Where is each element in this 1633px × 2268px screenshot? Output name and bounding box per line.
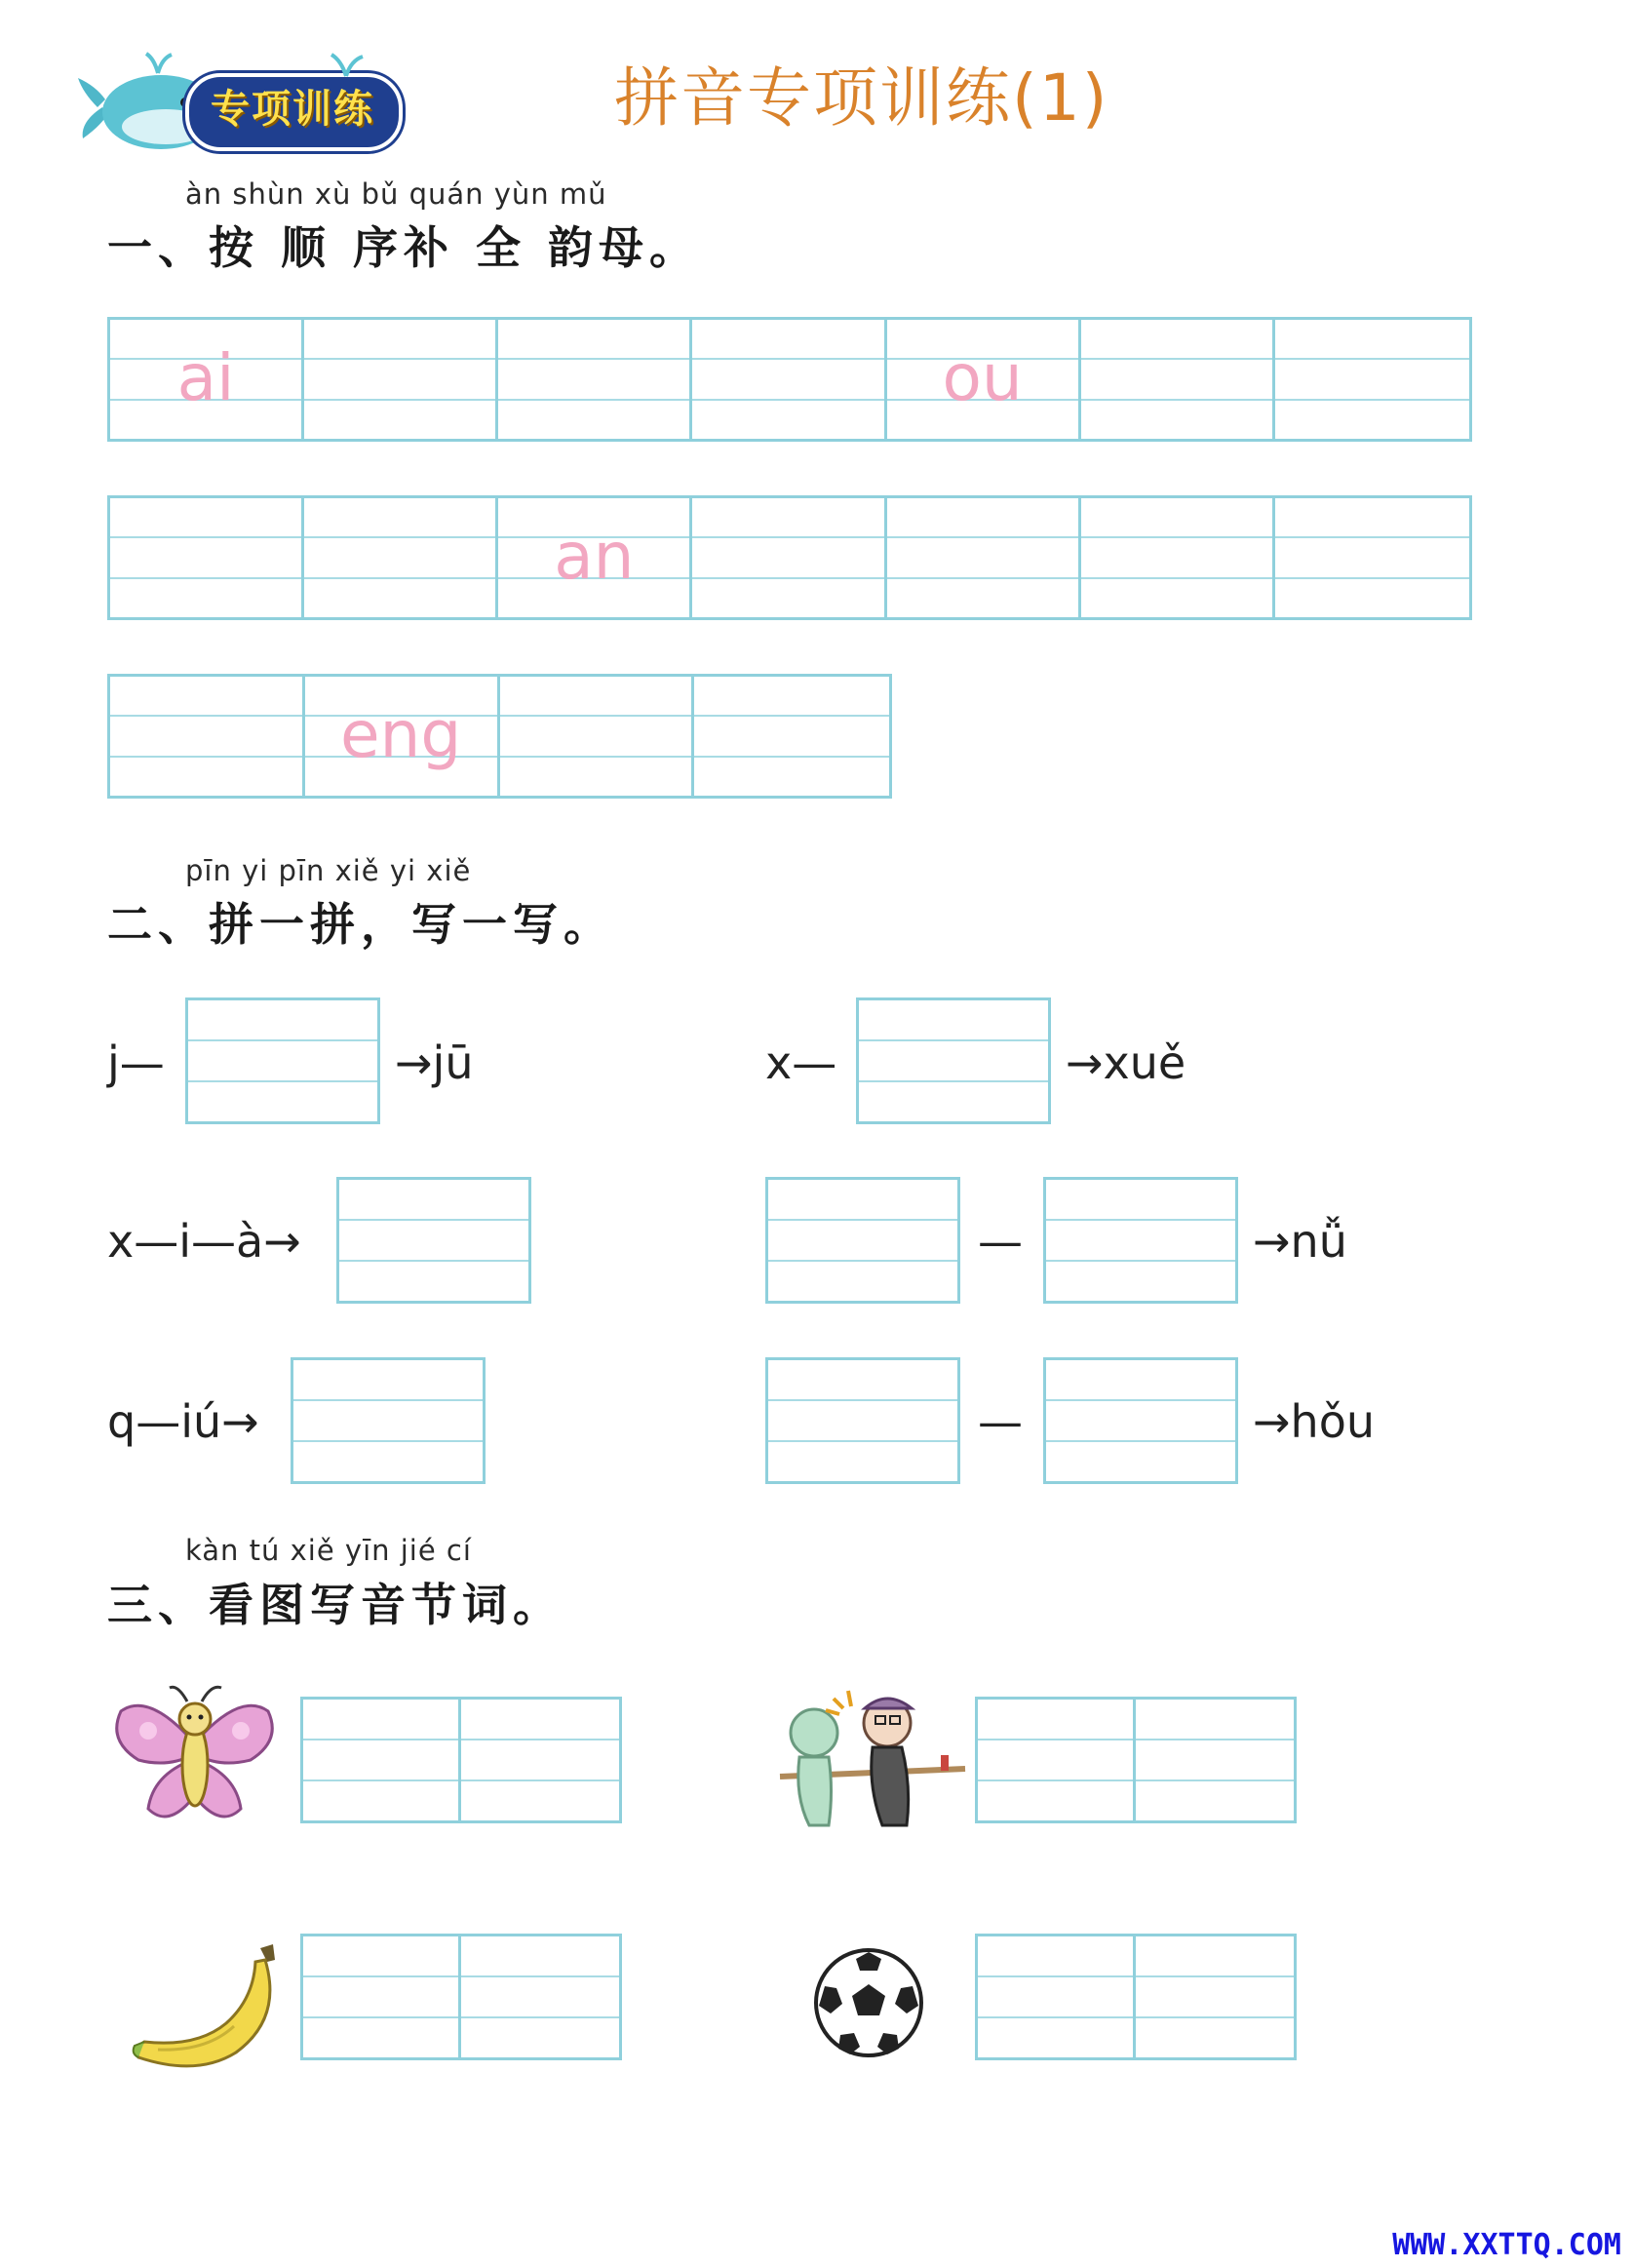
vowel-hint: ou [942, 340, 1023, 415]
section3-title: 三、看图写音节词。 [107, 1579, 564, 1631]
vowel-cell[interactable] [1081, 320, 1275, 439]
section1-pinyin: àn shùn xù bǔ quán yùn mǔ [185, 177, 607, 211]
nu-initial-box[interactable] [765, 1177, 960, 1304]
page-title: 拼音专项训练(1) [614, 60, 1109, 136]
qiu-expression: q—iú→ [107, 1395, 259, 1448]
hou-dash: — [978, 1395, 1023, 1448]
xue-result: →xuě [1066, 1036, 1186, 1089]
vowel-row-3 [107, 674, 892, 799]
tug-of-war-picture [775, 1679, 970, 1840]
butterfly-picture [109, 1682, 280, 1838]
vowel-cell[interactable] [498, 498, 692, 617]
vowel-cell[interactable] [304, 320, 498, 439]
vowel-cell[interactable] [110, 498, 304, 617]
vowel-cell[interactable] [500, 677, 695, 796]
vowel-cell[interactable] [1081, 498, 1275, 617]
syllable-cell[interactable] [461, 1936, 619, 2057]
vowel-cell[interactable] [692, 320, 886, 439]
xia-answer-box[interactable] [336, 1177, 531, 1304]
badge-label: 专项训练 [211, 87, 374, 132]
ju-prefix: j— [107, 1036, 165, 1089]
vowel-cell[interactable] [1275, 498, 1469, 617]
vowel-row-2 [107, 495, 1472, 620]
section3-pinyin: kàn tú xiě yīn jié cí [185, 1534, 472, 1567]
syllable-cell[interactable] [461, 1700, 619, 1820]
vowel-cell[interactable] [110, 677, 305, 796]
nu-dash: — [978, 1215, 1023, 1268]
xia-expression: x—i—à→ [107, 1215, 301, 1268]
banana-answer-box[interactable] [300, 1934, 622, 2060]
banana-picture [129, 1940, 285, 2077]
vowel-hint: ai [176, 340, 235, 415]
hou-final-box[interactable] [1043, 1357, 1238, 1484]
water-spout-icon [322, 49, 370, 78]
vowel-hint: eng [339, 697, 462, 772]
syllable-cell[interactable] [1136, 1936, 1294, 2057]
hou-result: →hǒu [1253, 1395, 1375, 1448]
syllable-cell[interactable] [978, 1936, 1136, 2057]
section1-title: 一、按 顺 序补 全 韵母。 [107, 221, 701, 274]
vowel-cell[interactable] [305, 677, 500, 796]
football-picture [811, 1945, 926, 2060]
vowel-hint: an [554, 519, 635, 594]
vowel-cell[interactable] [304, 498, 498, 617]
ju-result: →jū [395, 1036, 474, 1089]
vowel-cell[interactable] [498, 320, 692, 439]
ju-answer-box[interactable] [185, 997, 380, 1124]
tug-of-war-answer-box[interactable] [975, 1697, 1297, 1823]
hou-initial-box[interactable] [765, 1357, 960, 1484]
section2-title: 二、拼一拼，写一写。 [107, 898, 614, 951]
vowel-cell[interactable] [694, 677, 889, 796]
syllable-cell[interactable] [1136, 1700, 1294, 1820]
syllable-cell[interactable] [303, 1700, 461, 1820]
vowel-cell[interactable] [110, 320, 304, 439]
watermark: WWW.XXTTQ.COM [1392, 2228, 1621, 2262]
qiu-answer-box[interactable] [291, 1357, 486, 1484]
vowel-row-1 [107, 317, 1472, 442]
football-answer-box[interactable] [975, 1934, 1297, 2060]
butterfly-answer-box[interactable] [300, 1697, 622, 1823]
syllable-cell[interactable] [303, 1936, 461, 2057]
syllable-cell[interactable] [978, 1700, 1136, 1820]
vowel-cell[interactable] [1275, 320, 1469, 439]
section2-pinyin: pīn yi pīn xiě yi xiě [185, 854, 472, 887]
xue-answer-box[interactable] [856, 997, 1051, 1124]
xue-prefix: x— [765, 1036, 837, 1089]
vowel-cell[interactable] [887, 320, 1081, 439]
vowel-cell[interactable] [887, 498, 1081, 617]
vowel-cell[interactable] [692, 498, 886, 617]
nu-result: →nǚ [1253, 1215, 1347, 1268]
nu-final-box[interactable] [1043, 1177, 1238, 1304]
